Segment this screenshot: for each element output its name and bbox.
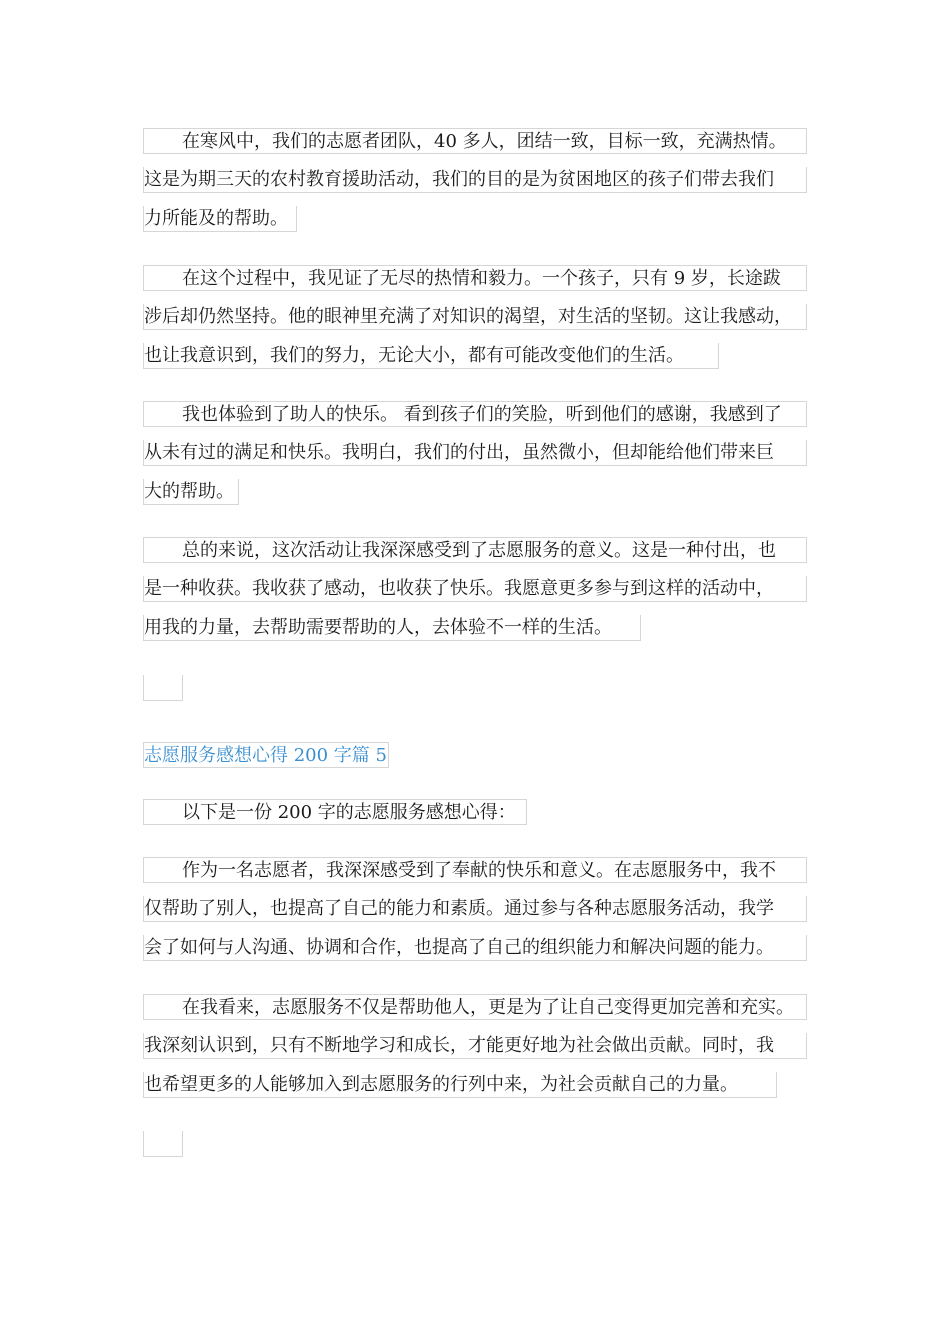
intro-line: 以下是一份 200 字的志愿服务感想心得：: [143, 799, 527, 825]
section-heading: 志愿服务感想心得 200 字篇 5: [143, 742, 389, 768]
paragraph-1-line-3: 力所能及的帮助。: [143, 206, 297, 232]
paragraph-5-line-1: 作为一名志愿者，我深深感受到了奉献的快乐和意义。在志愿服务中，我不: [143, 857, 807, 883]
paragraph-1-line-2: 这是为期三天的农村教育援助活动，我们的目的是为贫困地区的孩子们带去我们: [143, 167, 807, 193]
paragraph-4-line-3: 用我的力量，去帮助需要帮助的人，去体验不一样的生活。: [143, 615, 641, 641]
paragraph-3-line-3: 大的帮助。: [143, 479, 239, 505]
paragraph-3-line-1: 我也体验到了助人的快乐。 看到孩子们的笑脸，听到他们的感谢，我感到了: [143, 401, 807, 427]
paragraph-3-line-2: 从未有过的满足和快乐。我明白，我们的付出，虽然微小，但却能给他们带来巨: [143, 440, 807, 466]
paragraph-4-line-2: 是一种收获。我收获了感动，也收获了快乐。我愿意更多参与到这样的活动中，: [143, 576, 807, 602]
paragraph-2-line-1: 在这个过程中，我见证了无尽的热情和毅力。一个孩子，只有 9 岁，长途跋: [143, 265, 807, 291]
paragraph-6-line-3: 也希望更多的人能够加入到志愿服务的行列中来，为社会贡献自己的力量。: [143, 1072, 777, 1098]
paragraph-6-line-1: 在我看来，志愿服务不仅是帮助他人，更是为了让自己变得更加完善和充实。: [143, 994, 807, 1020]
paragraph-5-line-2: 仅帮助了别人，也提高了自己的能力和素质。通过参与各种志愿服务活动，我学: [143, 896, 807, 922]
paragraph-6-line-2: 我深刻认识到，只有不断地学习和成长，才能更好地为社会做出贡献。同时，我: [143, 1033, 807, 1059]
paragraph-4-line-1: 总的来说，这次活动让我深深感受到了志愿服务的意义。这是一种付出，也: [143, 537, 807, 563]
empty-paragraph: [143, 675, 183, 701]
paragraph-1-line-1: 在寒风中，我们的志愿者团队，40 多人，团结一致，目标一致，充满热情。: [143, 128, 807, 154]
paragraph-2-line-3: 也让我意识到，我们的努力，无论大小，都有可能改变他们的生活。: [143, 343, 719, 369]
paragraph-2-line-2: 涉后却仍然坚持。他的眼神里充满了对知识的渴望，对生活的坚韧。这让我感动，: [143, 304, 807, 330]
empty-paragraph: [143, 1131, 183, 1157]
paragraph-5-line-3: 会了如何与人沟通、协调和合作，也提高了自己的组织能力和解决问题的能力。: [143, 935, 807, 961]
